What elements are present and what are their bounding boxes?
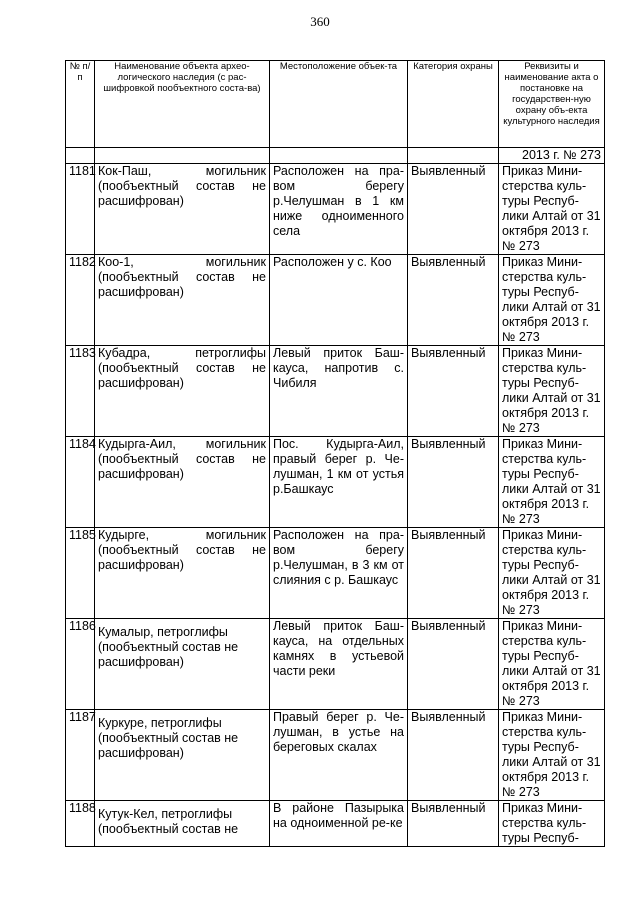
row-number: 1185 [66, 528, 95, 619]
row-act: Приказ Мини-стерства куль-туры Респуб-лики Алтай от 31 октября 2013 г. № 273 [499, 528, 605, 619]
table-header-row [66, 61, 605, 148]
row-act: Приказ Мини-стерства куль-туры Респуб-лики Алтай от 31 октября 2013 г. № 273 [499, 710, 605, 801]
row-act: Приказ Мини-стерства куль-туры Респуб-лики Алтай от 31 октября 2013 г. № 273 [499, 255, 605, 346]
row-category: Выявленный [408, 801, 499, 847]
table-row [66, 710, 605, 801]
row-act: Приказ Мини-стерства куль-туры Респуб-лики Алтай от 31 октября 2013 г. № 273 [499, 437, 605, 528]
table-row [66, 346, 605, 437]
row-location: Левый приток Баш-кауса, на отдельных камнях в устьевой части реки [270, 619, 408, 710]
header-act: Реквизиты и наименование акта о постановке на государствен-ную охрану объ-екта культурного наследия [499, 61, 605, 148]
row-object-name: Кубадра, петроглифы (пообъектный состав не расшифрован) [95, 346, 270, 437]
heritage-registry-table [65, 60, 605, 847]
row-object-name [95, 801, 270, 847]
row-number: 1182 [66, 255, 95, 346]
row-category: Выявленный [408, 528, 499, 619]
row-object-name: Кудырге, могильник (пообъектный состав не расшифрован) [95, 528, 270, 619]
row-object-name: Коо-1, могильник (пообъектный состав не расшифрован) [95, 255, 270, 346]
row-act: Приказ Мини-стерства куль-туры Респуб-лики Алтай от 31 октября 2013 г. № 273 [499, 619, 605, 710]
table-row [66, 437, 605, 528]
row-location: Расположен на пра-вом берегу р.Челушман, в 3 км от слияния с р. Башкаус [270, 528, 408, 619]
row-category: Выявленный [408, 619, 499, 710]
row-number: 1188 [66, 801, 95, 847]
table-row [66, 164, 605, 255]
table-row [66, 255, 605, 346]
continuation-act: 2013 г. № 273 [499, 148, 605, 164]
page-number: 360 [310, 14, 330, 29]
row-location: Правый берег р. Че-лушман, в устье на береговых скалах [270, 710, 408, 801]
row-act: Приказ Мини-стерства куль-туры Респуб-лики Алтай от 31 октября 2013 г. № 273 [499, 164, 605, 255]
header-category: Категория охраны [408, 61, 499, 148]
row-location: В районе Пазырыка на одноименной ре-ке [270, 801, 408, 847]
table-row [66, 619, 605, 710]
header-number: № п/п [66, 61, 95, 148]
table-row [66, 528, 605, 619]
row-object-name [95, 619, 270, 710]
row-number: 1184 [66, 437, 95, 528]
row-location: Расположен у с. Коо [270, 255, 408, 346]
row-location: Левый приток Баш-кауса, напротив с. Чибиля [270, 346, 408, 437]
object-detail: (пообъектный состав не расшифрован) [98, 731, 239, 760]
object-title: Куркуре, петроглифы [98, 716, 222, 730]
row-act: Приказ Мини-стерства куль-туры Респуб- [499, 801, 605, 847]
object-title: Кумалыр, петроглифы [98, 625, 228, 639]
row-location: Пос. Кудырга-Аил, правый берег р. Че-лушман, 1 км от устья р.Башкаус [270, 437, 408, 528]
object-title: Кутук-Кел, петроглифы [98, 807, 233, 821]
row-number: 1186 [66, 619, 95, 710]
row-object-name: Кок-Паш, могильник (пообъектный состав не расшифрован) [95, 164, 270, 255]
table-row [66, 801, 605, 847]
object-detail: (пообъектный состав не расшифрован) [98, 640, 239, 669]
row-object-name [95, 710, 270, 801]
header-location: Местоположение объек-та [270, 61, 408, 148]
row-category: Выявленный [408, 710, 499, 801]
row-category: Выявленный [408, 255, 499, 346]
row-number: 1183 [66, 346, 95, 437]
row-category: Выявленный [408, 164, 499, 255]
row-category: Выявленный [408, 346, 499, 437]
row-number: 1187 [66, 710, 95, 801]
row-number: 1181 [66, 164, 95, 255]
row-object-name: Кудырга-Аил, могильник (пообъектный состав не расшифрован) [95, 437, 270, 528]
row-category: Выявленный [408, 437, 499, 528]
row-location: Расположен на пра-вом берегу р.Челушман в 1 км ниже одноименного села [270, 164, 408, 255]
object-detail: (пообъектный состав не [98, 822, 239, 836]
header-object-name: Наименование объекта архео-логического наследия (с рас-шифровкой пообъектного соста-ва) [95, 61, 270, 148]
continuation-row [66, 148, 605, 164]
row-act: Приказ Мини-стерства куль-туры Респуб-лики Алтай от 31 октября 2013 г. № 273 [499, 346, 605, 437]
